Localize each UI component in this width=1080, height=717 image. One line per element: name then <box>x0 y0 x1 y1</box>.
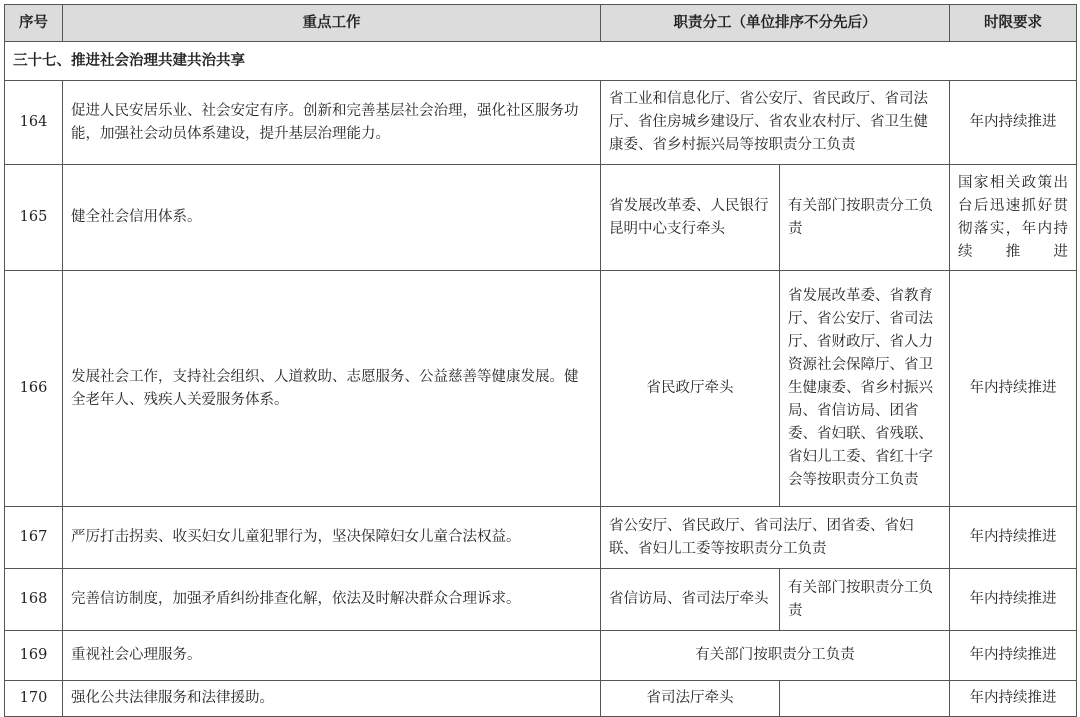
row-task: 促进人民安居乐业、社会安定有序。创新和完善基层社会治理，强化社区服务功能，加强社会动员体系建设，提升基层治理能力。 <box>63 81 601 165</box>
row-num: 170 <box>5 681 63 717</box>
header-task: 重点工作 <box>63 5 601 42</box>
row-num: 168 <box>5 569 63 631</box>
row-deadline: 年内持续推进 <box>950 681 1077 717</box>
row-num: 169 <box>5 631 63 681</box>
table-row <box>5 631 1077 681</box>
row-deadline: 年内持续推进 <box>950 271 1077 507</box>
header-num: 序号 <box>5 5 63 42</box>
table-row <box>5 271 1077 507</box>
section-row <box>5 42 1077 81</box>
row-duty: 省公安厅、省民政厅、省司法厅、团省委、省妇联、省妇儿工委等按职责分工负责 <box>601 507 950 569</box>
row-deadline: 年内持续推进 <box>950 507 1077 569</box>
row-deadline: 国家相关政策出台后迅速抓好贯彻落实，年内持续推进 <box>950 165 1077 271</box>
section-title: 三十七、推进社会治理共建共治共享 <box>5 42 1077 81</box>
row-coop-units: 省发展改革委、省教育厅、省公安厅、省司法厅、省财政厅、省人力资源社会保障厅、省卫生健康委、省乡村振兴局、省信访局、团省委、省妇联、省残联、省妇儿工委、省红十字会等按职责分工负责 <box>780 271 950 507</box>
row-lead-unit: 省发展改革委、人民银行昆明中心支行牵头 <box>601 165 780 271</box>
row-lead-unit: 省司法厅牵头 <box>601 681 780 717</box>
row-task: 重视社会心理服务。 <box>63 631 601 681</box>
header-deadline: 时限要求 <box>950 5 1077 42</box>
row-task: 强化公共法律服务和法律援助。 <box>63 681 601 717</box>
row-coop-units <box>780 681 950 717</box>
row-num: 166 <box>5 271 63 507</box>
work-task-table <box>4 4 1077 717</box>
row-task: 严厉打击拐卖、收买妇女儿童犯罪行为，坚决保障妇女儿童合法权益。 <box>63 507 601 569</box>
header-duty: 职责分工（单位排序不分先后） <box>601 5 950 42</box>
table-row <box>5 507 1077 569</box>
table-row <box>5 165 1077 271</box>
row-num: 165 <box>5 165 63 271</box>
row-lead-unit: 省信访局、省司法厅牵头 <box>601 569 780 631</box>
row-task: 完善信访制度，加强矛盾纠纷排查化解，依法及时解决群众合理诉求。 <box>63 569 601 631</box>
row-task: 健全社会信用体系。 <box>63 165 601 271</box>
row-duty: 有关部门按职责分工负责 <box>601 631 950 681</box>
row-duty: 省工业和信息化厅、省公安厅、省民政厅、省司法厅、省住房城乡建设厅、省农业农村厅、省卫生健康委、省乡村振兴局等按职责分工负责 <box>601 81 950 165</box>
table-row <box>5 681 1077 717</box>
table-row <box>5 81 1077 165</box>
row-deadline: 年内持续推进 <box>950 569 1077 631</box>
row-coop-units: 有关部门按职责分工负责 <box>780 569 950 631</box>
row-coop-units: 有关部门按职责分工负责 <box>780 165 950 271</box>
row-num: 167 <box>5 507 63 569</box>
row-deadline: 年内持续推进 <box>950 81 1077 165</box>
table-row <box>5 569 1077 631</box>
row-num: 164 <box>5 81 63 165</box>
row-task: 发展社会工作，支持社会组织、人道救助、志愿服务、公益慈善等健康发展。健全老年人、残疾人关爱服务体系。 <box>63 271 601 507</box>
table-header-row <box>5 5 1077 42</box>
row-lead-unit: 省民政厅牵头 <box>601 271 780 507</box>
row-deadline: 年内持续推进 <box>950 631 1077 681</box>
